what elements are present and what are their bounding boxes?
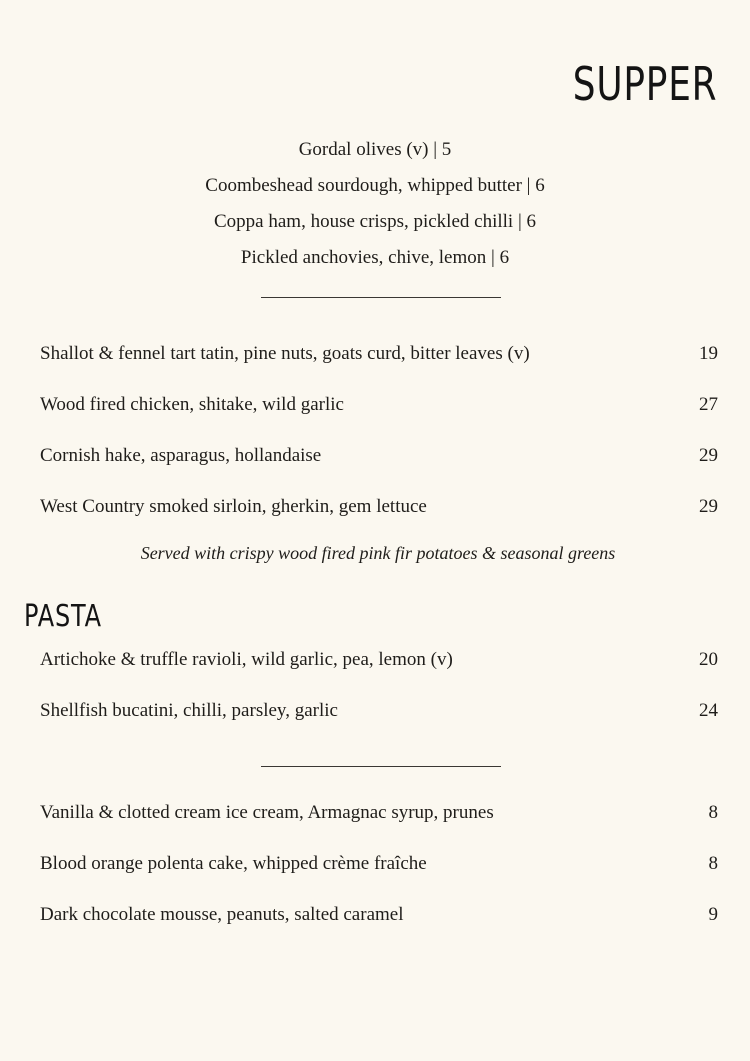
snack-item: Coombeshead sourdough, whipped butter | 6	[205, 175, 545, 196]
menu-item-name: Shallot & fennel tart tatin, pine nuts, goats curd, bitter leaves (v)	[40, 343, 530, 364]
pasta-heading: PASTA	[24, 599, 102, 634]
desserts-list	[40, 801, 718, 954]
menu-item-price: 8	[708, 853, 718, 874]
snack-item: Gordal olives (v) | 5	[298, 139, 452, 160]
menu-item-name: Dark chocolate mousse, peanuts, salted caramel	[40, 904, 404, 925]
menu-item-price: 9	[708, 904, 718, 925]
menu-item-price: 29	[699, 445, 718, 466]
menu-item	[40, 342, 718, 393]
menu-item	[40, 852, 718, 903]
divider	[261, 297, 501, 298]
menu-item-name: Artichoke & truffle ravioli, wild garlic, pea, lemon (v)	[40, 649, 453, 670]
menu-item-price: 19	[699, 343, 718, 364]
mains-list	[40, 342, 718, 546]
menu-item-price: 29	[699, 496, 718, 517]
menu-item	[40, 801, 718, 852]
menu-item-name: Blood orange polenta cake, whipped crème fraîche	[40, 853, 427, 874]
mains-note: Served with crispy wood fired pink fir potatoes & seasonal greens	[140, 543, 616, 563]
menu-item	[40, 495, 718, 546]
menu-item-name: Shellfish bucatini, chilli, parsley, garlic	[40, 700, 338, 721]
menu-item-price: 20	[699, 649, 718, 670]
menu-item	[40, 444, 718, 495]
menu-item-price: 27	[699, 394, 718, 415]
snack-item: Coppa ham, house crisps, pickled chilli | 6	[214, 211, 536, 232]
menu-item-name: Wood fired chicken, shitake, wild garlic	[40, 394, 344, 415]
menu-item	[40, 699, 718, 750]
menu-item-price: 8	[708, 802, 718, 823]
divider	[261, 766, 501, 767]
menu-item-name: Cornish hake, asparagus, hollandaise	[40, 445, 322, 466]
pasta-list	[40, 648, 718, 750]
menu-item	[40, 393, 718, 444]
snack-item: Pickled anchovies, chive, lemon | 6	[240, 247, 510, 268]
menu-item-name: West Country smoked sirloin, gherkin, gem lettuce	[40, 496, 427, 517]
menu-item	[40, 648, 718, 699]
menu-item-price: 24	[699, 700, 718, 721]
snacks-list	[0, 132, 750, 276]
menu-title: SUPPER	[572, 57, 717, 111]
menu-item	[40, 903, 718, 954]
menu-item-name: Vanilla & clotted cream ice cream, Armagnac syrup, prunes	[40, 802, 494, 823]
